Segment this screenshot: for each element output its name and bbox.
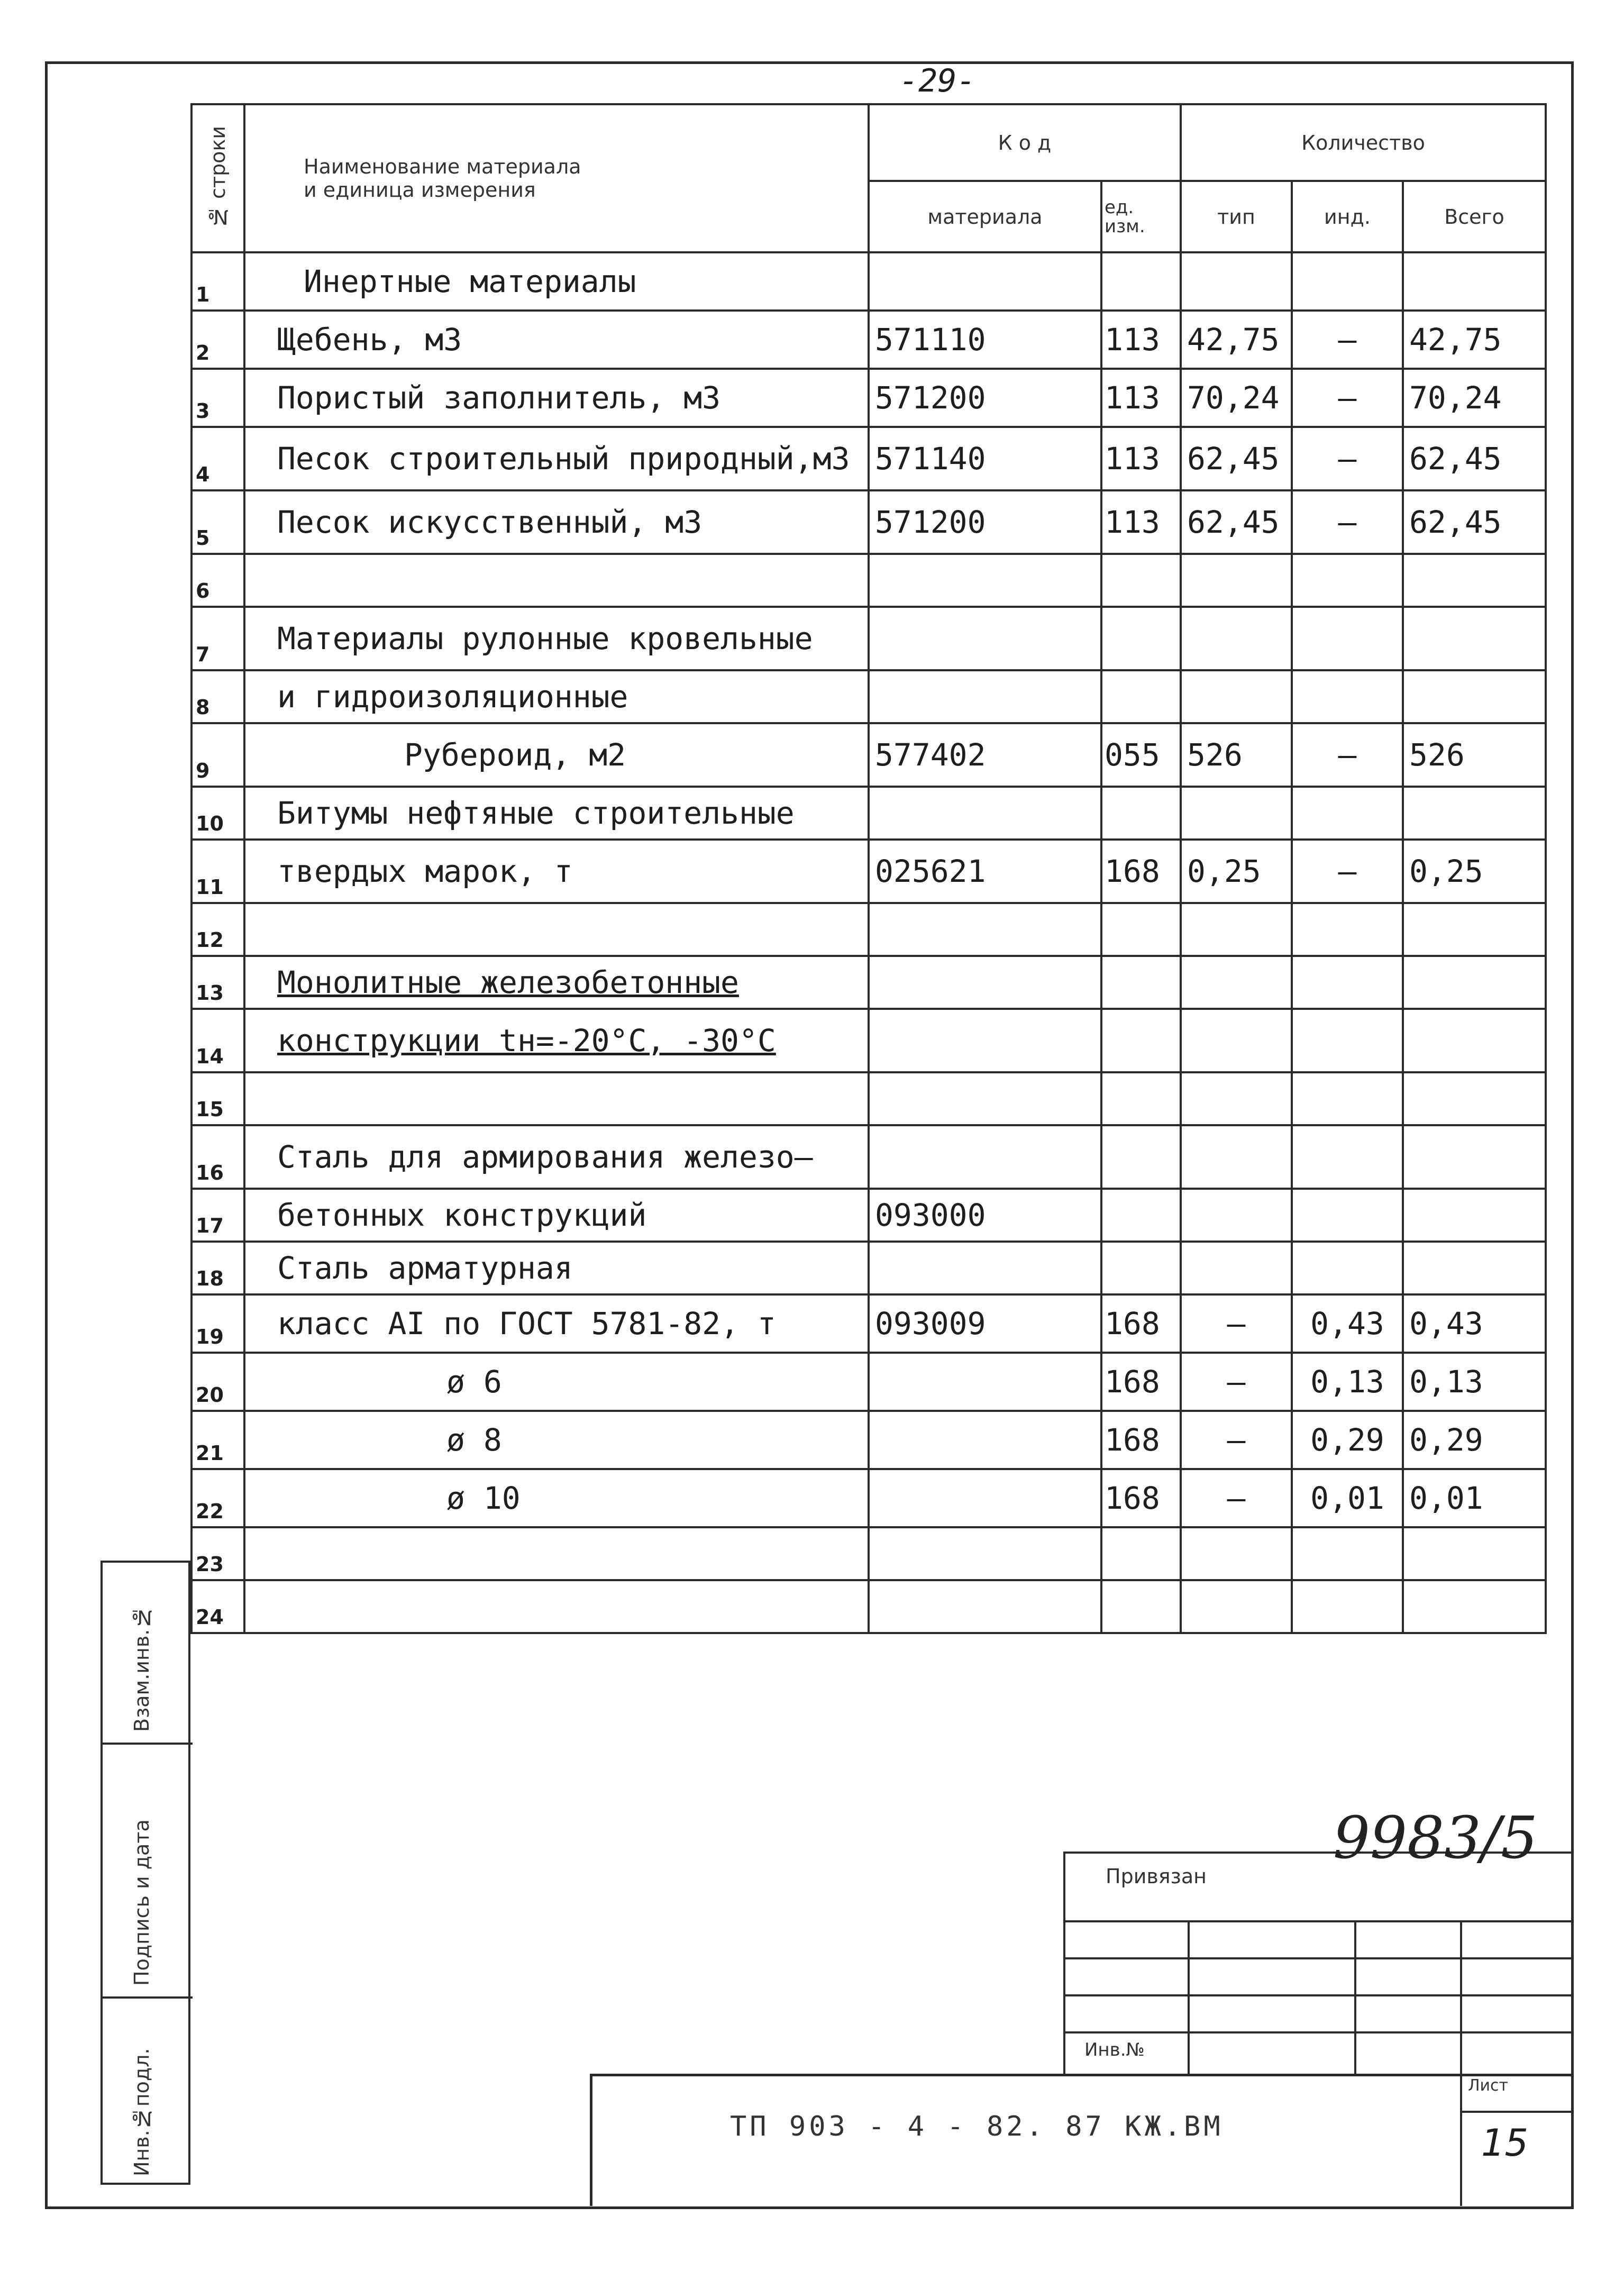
material-code xyxy=(869,1527,1101,1580)
material-code xyxy=(869,1072,1101,1125)
qty-ind: 0,29 xyxy=(1292,1411,1403,1469)
unit-code xyxy=(1101,1580,1181,1633)
qty-typ xyxy=(1181,1125,1292,1189)
material-code xyxy=(869,554,1101,607)
table-row xyxy=(191,723,1546,787)
qty-total xyxy=(1403,1580,1546,1633)
material-name xyxy=(244,1527,869,1580)
side-label-inv-podl: Инв.№подл. xyxy=(130,2048,153,2176)
material-code xyxy=(869,1125,1101,1189)
qty-typ xyxy=(1181,1009,1292,1072)
header-code: К о д xyxy=(869,104,1181,181)
qty-ind: 0,01 xyxy=(1292,1469,1403,1527)
material-code xyxy=(869,1580,1101,1633)
table-row xyxy=(191,369,1546,427)
qty-total xyxy=(1403,252,1546,311)
material-code xyxy=(869,1411,1101,1469)
qty-ind xyxy=(1292,252,1403,311)
material-code xyxy=(869,1009,1101,1072)
unit-code: 168 xyxy=(1101,840,1181,903)
qty-ind: – xyxy=(1292,490,1403,554)
unit-code xyxy=(1101,1527,1181,1580)
table-row xyxy=(191,1411,1546,1469)
material-name: Монолитные железобетонные xyxy=(244,956,869,1009)
qty-typ xyxy=(1181,252,1292,311)
unit-code xyxy=(1101,670,1181,723)
material-name: класс AI по ГОСТ 5781-82, т xyxy=(244,1294,869,1353)
qty-total: 62,45 xyxy=(1403,490,1546,554)
qty-ind xyxy=(1292,1580,1403,1633)
qty-typ xyxy=(1181,1072,1292,1125)
material-name: Пористый заполнитель, м3 xyxy=(244,369,869,427)
row-number: 7 xyxy=(191,607,244,670)
row-number: 22 xyxy=(191,1469,244,1527)
qty-total xyxy=(1403,787,1546,840)
materials-table xyxy=(190,103,1547,1634)
row-number: 12 xyxy=(191,903,244,956)
table-row xyxy=(191,554,1546,607)
qty-ind: – xyxy=(1292,840,1403,903)
row-number: 19 xyxy=(191,1294,244,1353)
qty-typ: – xyxy=(1181,1353,1292,1411)
qty-ind: 0,43 xyxy=(1292,1294,1403,1353)
row-number: 24 xyxy=(191,1580,244,1633)
material-name: Песок искусственный, м3 xyxy=(244,490,869,554)
qty-typ xyxy=(1181,1242,1292,1294)
qty-total xyxy=(1403,554,1546,607)
qty-ind xyxy=(1292,670,1403,723)
qty-ind: – xyxy=(1292,427,1403,490)
material-code xyxy=(869,787,1101,840)
qty-total xyxy=(1403,1072,1546,1125)
qty-total: 70,24 xyxy=(1403,369,1546,427)
qty-typ xyxy=(1181,554,1292,607)
qty-typ: 62,45 xyxy=(1181,490,1292,554)
qty-typ: 62,45 xyxy=(1181,427,1292,490)
unit-code: 113 xyxy=(1101,427,1181,490)
unit-code xyxy=(1101,1072,1181,1125)
material-code xyxy=(869,670,1101,723)
table-row xyxy=(191,311,1546,369)
unit-code xyxy=(1101,1242,1181,1294)
material-name: бетонных конструкций xyxy=(244,1189,869,1242)
material-name: Рубероид, м2 xyxy=(244,723,869,787)
qty-total xyxy=(1403,670,1546,723)
side-strip xyxy=(101,1561,190,2185)
material-name: Сталь для армирования железо– xyxy=(244,1125,869,1189)
unit-code xyxy=(1101,903,1181,956)
header-total: Всего xyxy=(1403,181,1546,252)
unit-code xyxy=(1101,607,1181,670)
inv-label: Инв.№ xyxy=(1084,2039,1145,2060)
header-material: материала xyxy=(869,181,1101,252)
unit-code xyxy=(1101,956,1181,1009)
qty-typ xyxy=(1181,1580,1292,1633)
header-unit: ед. изм. xyxy=(1101,181,1181,252)
row-number: 4 xyxy=(191,427,244,490)
material-name xyxy=(244,1580,869,1633)
material-code: 571200 xyxy=(869,490,1101,554)
unit-code: 168 xyxy=(1101,1469,1181,1527)
unit-code xyxy=(1101,252,1181,311)
qty-typ: 526 xyxy=(1181,723,1292,787)
sheet-number: 15 xyxy=(1481,2121,1529,2165)
page-number: -29- xyxy=(899,62,976,99)
unit-code xyxy=(1101,787,1181,840)
material-name: Песок строительный природный,м3 xyxy=(244,427,869,490)
table-row xyxy=(191,1242,1546,1294)
material-name: Сталь арматурная xyxy=(244,1242,869,1294)
header-row-no: № строки xyxy=(191,104,244,252)
table-row xyxy=(191,903,1546,956)
row-number: 20 xyxy=(191,1353,244,1411)
header-ind: инд. xyxy=(1292,181,1403,252)
side-label-vzam: Взам.инв.№ xyxy=(130,1606,153,1732)
qty-ind xyxy=(1292,607,1403,670)
table-row xyxy=(191,787,1546,840)
qty-ind: – xyxy=(1292,369,1403,427)
table-row xyxy=(191,840,1546,903)
unit-code: 113 xyxy=(1101,490,1181,554)
qty-ind xyxy=(1292,1072,1403,1125)
qty-ind xyxy=(1292,787,1403,840)
row-number: 2 xyxy=(191,311,244,369)
table-row xyxy=(191,1294,1546,1353)
unit-code xyxy=(1101,1189,1181,1242)
qty-ind xyxy=(1292,956,1403,1009)
material-code: 025621 xyxy=(869,840,1101,903)
unit-code: 113 xyxy=(1101,369,1181,427)
row-number: 15 xyxy=(191,1072,244,1125)
list-label: Лист xyxy=(1468,2076,1509,2095)
handwritten-archive-number: 9983/5 xyxy=(1333,1804,1538,1872)
material-code xyxy=(869,1242,1101,1294)
material-name: ø 10 xyxy=(244,1469,869,1527)
material-code: 577402 xyxy=(869,723,1101,787)
qty-typ: – xyxy=(1181,1411,1292,1469)
material-name: твердых марок, т xyxy=(244,840,869,903)
row-number: 9 xyxy=(191,723,244,787)
row-number: 13 xyxy=(191,956,244,1009)
qty-typ: 70,24 xyxy=(1181,369,1292,427)
qty-total: 0,13 xyxy=(1403,1353,1546,1411)
material-name: Битумы нефтяные строительные xyxy=(244,787,869,840)
row-number: 8 xyxy=(191,670,244,723)
unit-code: 168 xyxy=(1101,1294,1181,1353)
header-name: Наименование материала и единица измерения xyxy=(244,104,869,252)
material-code: 093000 xyxy=(869,1189,1101,1242)
table-row xyxy=(191,1469,1546,1527)
qty-total: 526 xyxy=(1403,723,1546,787)
qty-total: 62,45 xyxy=(1403,427,1546,490)
row-number: 6 xyxy=(191,554,244,607)
qty-typ xyxy=(1181,1189,1292,1242)
table-row xyxy=(191,607,1546,670)
material-name xyxy=(244,1072,869,1125)
unit-code xyxy=(1101,554,1181,607)
table-row xyxy=(191,427,1546,490)
qty-total: 0,43 xyxy=(1403,1294,1546,1353)
unit-code: 168 xyxy=(1101,1353,1181,1411)
qty-typ: 42,75 xyxy=(1181,311,1292,369)
qty-total xyxy=(1403,1527,1546,1580)
qty-ind xyxy=(1292,1189,1403,1242)
row-number: 5 xyxy=(191,490,244,554)
material-code: 571140 xyxy=(869,427,1101,490)
table-row xyxy=(191,1125,1546,1189)
row-number: 17 xyxy=(191,1189,244,1242)
unit-code: 055 xyxy=(1101,723,1181,787)
row-number: 1 xyxy=(191,252,244,311)
material-code xyxy=(869,1353,1101,1411)
table-row xyxy=(191,956,1546,1009)
qty-typ xyxy=(1181,607,1292,670)
material-code xyxy=(869,903,1101,956)
qty-total xyxy=(1403,1009,1546,1072)
qty-ind: – xyxy=(1292,723,1403,787)
qty-total xyxy=(1403,956,1546,1009)
table-row xyxy=(191,490,1546,554)
row-number: 14 xyxy=(191,1009,244,1072)
table-row xyxy=(191,252,1546,311)
qty-typ xyxy=(1181,1527,1292,1580)
row-number: 18 xyxy=(191,1242,244,1294)
material-name: Инертные материалы xyxy=(244,252,869,311)
qty-total: 0,29 xyxy=(1403,1411,1546,1469)
material-name: конструкции tн=-20°C, -30°C xyxy=(244,1009,869,1072)
qty-ind xyxy=(1292,1527,1403,1580)
row-number: 3 xyxy=(191,369,244,427)
unit-code: 168 xyxy=(1101,1411,1181,1469)
row-number: 23 xyxy=(191,1527,244,1580)
table-row xyxy=(191,1353,1546,1411)
material-name: Материалы рулонные кровельные xyxy=(244,607,869,670)
table-row xyxy=(191,1189,1546,1242)
table-row xyxy=(191,1072,1546,1125)
qty-total xyxy=(1403,1189,1546,1242)
qty-typ: 0,25 xyxy=(1181,840,1292,903)
material-code: 093009 xyxy=(869,1294,1101,1353)
qty-ind: 0,13 xyxy=(1292,1353,1403,1411)
privyazan-label: Привязан xyxy=(1106,1865,1207,1888)
material-code xyxy=(869,956,1101,1009)
qty-ind: – xyxy=(1292,311,1403,369)
material-code: 571110 xyxy=(869,311,1101,369)
qty-total xyxy=(1403,607,1546,670)
qty-total xyxy=(1403,903,1546,956)
material-name xyxy=(244,903,869,956)
qty-ind xyxy=(1292,1125,1403,1189)
qty-ind xyxy=(1292,903,1403,956)
qty-typ xyxy=(1181,787,1292,840)
qty-typ xyxy=(1181,903,1292,956)
unit-code: 113 xyxy=(1101,311,1181,369)
qty-total xyxy=(1403,1242,1546,1294)
qty-total: 0,01 xyxy=(1403,1469,1546,1527)
row-number: 21 xyxy=(191,1411,244,1469)
qty-ind xyxy=(1292,554,1403,607)
header-typ: тип xyxy=(1181,181,1292,252)
header-row-1 xyxy=(191,104,1546,181)
qty-typ: – xyxy=(1181,1469,1292,1527)
material-code xyxy=(869,607,1101,670)
side-label-podpis: Подпись и дата xyxy=(130,1819,153,1986)
table-row xyxy=(191,1580,1546,1633)
qty-typ: – xyxy=(1181,1294,1292,1353)
table-row xyxy=(191,1009,1546,1072)
qty-total: 42,75 xyxy=(1403,311,1546,369)
qty-total xyxy=(1403,1125,1546,1189)
table-row xyxy=(191,1527,1546,1580)
qty-ind xyxy=(1292,1009,1403,1072)
row-number: 10 xyxy=(191,787,244,840)
row-number: 16 xyxy=(191,1125,244,1189)
material-code xyxy=(869,252,1101,311)
material-name: ø 6 xyxy=(244,1353,869,1411)
document-code: ТП 903 - 4 - 82. 87 КЖ.ВМ xyxy=(730,2111,1224,2142)
row-number: 11 xyxy=(191,840,244,903)
qty-typ xyxy=(1181,956,1292,1009)
material-name: и гидроизоляционные xyxy=(244,670,869,723)
qty-typ xyxy=(1181,670,1292,723)
header-qty: Количество xyxy=(1181,104,1546,181)
qty-total: 0,25 xyxy=(1403,840,1546,903)
material-name: Щебень, м3 xyxy=(244,311,869,369)
qty-ind xyxy=(1292,1242,1403,1294)
material-name: ø 8 xyxy=(244,1411,869,1469)
table-row xyxy=(191,670,1546,723)
material-code: 571200 xyxy=(869,369,1101,427)
unit-code xyxy=(1101,1009,1181,1072)
material-code xyxy=(869,1469,1101,1527)
material-name xyxy=(244,554,869,607)
unit-code xyxy=(1101,1125,1181,1189)
